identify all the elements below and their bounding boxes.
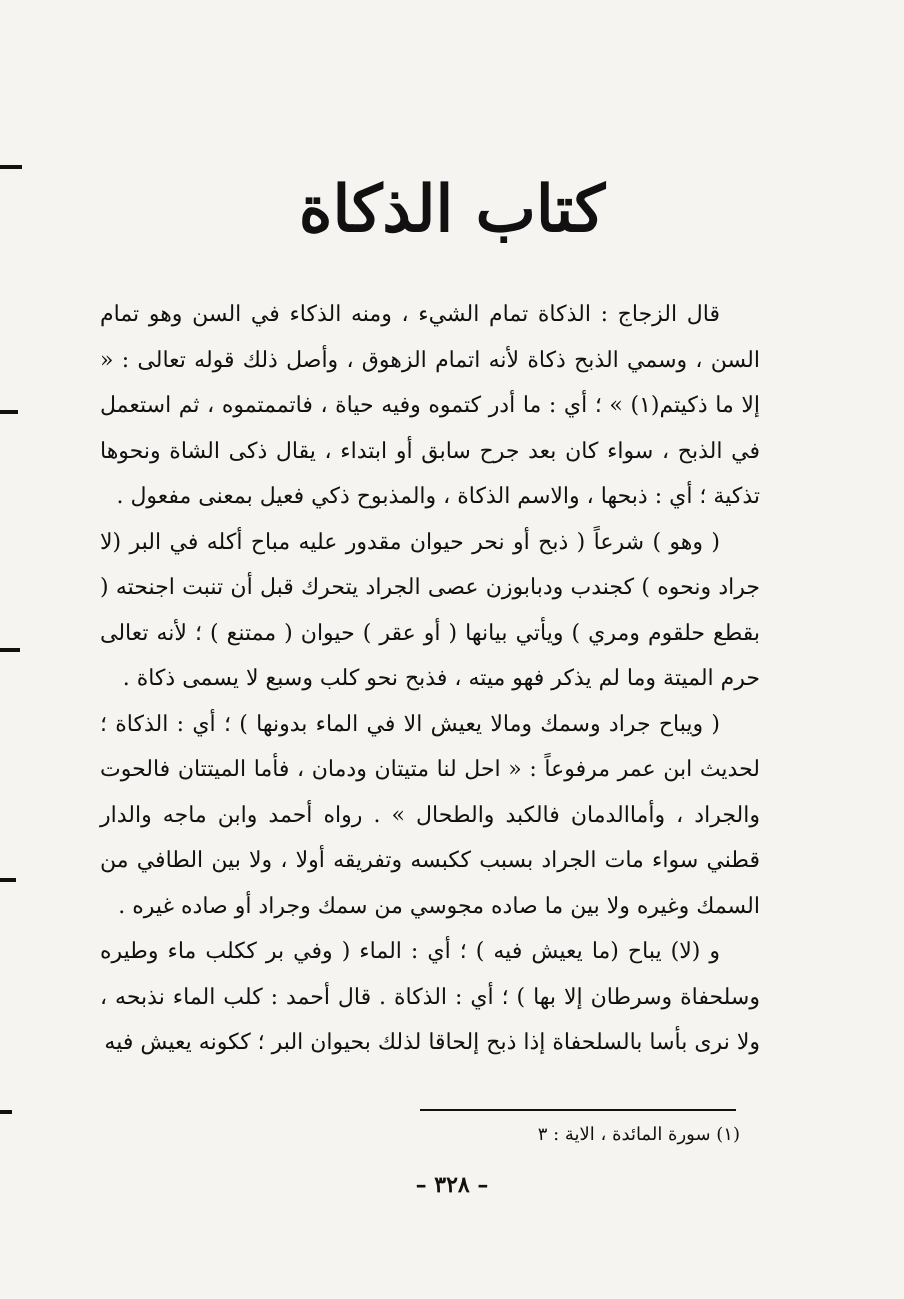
edge-mark bbox=[0, 648, 20, 652]
paragraph: قال الزجاج : الذكاة تمام الشيء ، ومنه الذكاء في السن وهو تمام السن ، وسمي الذبح ذكاة لأنه اتمام الزهوق ، وأصل ذلك قوله تعالى : « إلا ما ذكيتم(١) » ؛ أي : ما أدر كتموه وفيه حياة ، فاتممتموه ، ثم استعمل في الذبح ، سواء كان بعد جرح سابق أو ابتداء ، يقال ذكى الشاة ونحوها تذكية ؛ أي : ذبحها ، والاسم الذكاة ، والمذبوح ذكي فعيل بمعنى مفعول . bbox=[100, 302, 760, 509]
edge-mark bbox=[0, 878, 16, 882]
paragraph: ( ويباح جراد وسمك ومالا يعيش الا في الماء بدونها ) ؛ أي : الذكاة ؛ لحديث ابن عمر مرفوعاً : « احل لنا متيتان ودمان ، فأما الميتتان فالحوت والجراد ، وأماالدمان فالكبد والطحال » . رواه أحمد وابن ماجه والدار قطني سواء مات الجراد بسبب ككبسه وتفريقه أولا ، ولا بين الطافي من السمك وغيره ولا بين ما صاده مجوسي من سمك وجراد أو صاده غيره . bbox=[100, 711, 761, 919]
footnote-divider bbox=[420, 1109, 736, 1111]
body-text bbox=[100, 292, 760, 1066]
edge-mark bbox=[0, 1110, 12, 1114]
paragraph: ( وهو ) شرعاً ( ذبح أو نحر حيوان مقدور عليه مباح أكله في البر (لا جراد ونحوه ) كجندب ودبابوزن عصى الجراد يتحرك قبل أن تنبت اجنحته ( بقطع حلقوم ومري ) ويأتي بيانها ( أو عقر ) حيوان ( ممتنع ) ؛ لأنه تعالى حرم الميتة وما لم يذكر فهو ميته ، فذبح نحو كلب وسبع لا يسمى ذكاة . bbox=[100, 529, 760, 691]
page-number: – ٣٢٨ – bbox=[415, 1172, 489, 1198]
footnote: (١) سورة المائدة ، الاية : ٣ bbox=[537, 1124, 740, 1145]
chapter-title: كتاب الذكاة bbox=[298, 172, 606, 247]
paragraph: و (لا) يباح (ما يعيش فيه ) ؛ أي : الماء ( وفي بر ككلب ماء وطيره وسلحفاة وسرطان إلا بها ) ؛ أي : الذكاة . قال أحمد : كلب الماء نذبحه ، ولا نرى بأسا بالسلحفاة إذا ذبح إلحاقا لذلك بحيوان البر ؛ ككونه يعيش فيه bbox=[100, 939, 760, 1055]
edge-mark bbox=[0, 410, 18, 414]
